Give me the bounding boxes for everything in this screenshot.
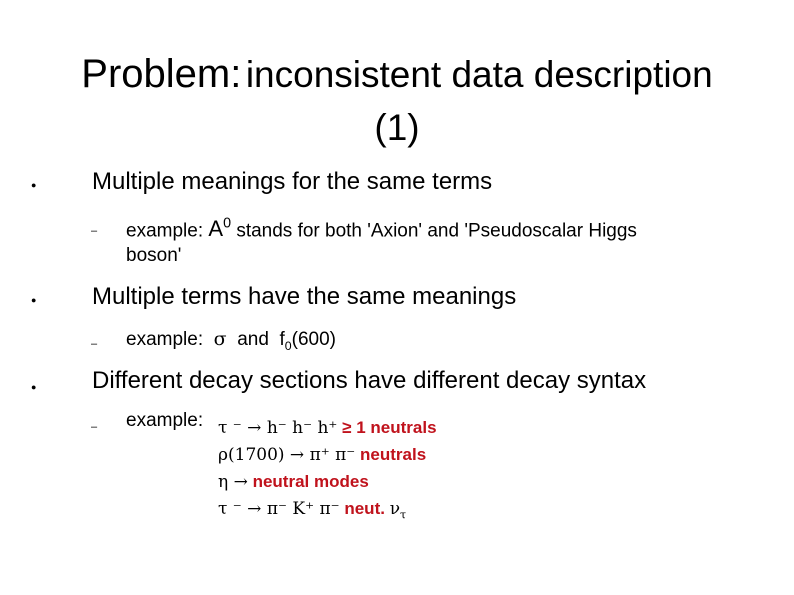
and-word: and (237, 329, 269, 350)
decay-lhs: τ ⁻ → π⁻ K⁺ π⁻ (218, 499, 340, 519)
example-line (126, 216, 637, 242)
example-text: stands for both 'Axion' and 'Pseudoscalar Higgs (236, 220, 637, 242)
slide-title (0, 52, 794, 97)
bullet-dot-icon: ● (31, 295, 37, 305)
example-label: example: (126, 410, 204, 431)
decay-neutrals: neut. (344, 499, 385, 518)
dash-icon: – (91, 225, 98, 237)
example-text-cont: boson' (126, 245, 182, 266)
example-label: example: (126, 220, 204, 242)
decay-neutrals: ≥ 1 neutrals (342, 418, 437, 437)
example-label: example: (126, 329, 204, 350)
decay-neutrals: neutrals (360, 445, 427, 464)
sigma-symbol: σ (213, 328, 227, 350)
f0-symbol: $f_0(600)$ (279, 329, 336, 353)
nu-tau-symbol: $\nu_\tau$ (389, 499, 407, 522)
decay-lhs: ρ(1700) → π⁺ π⁻ (218, 445, 356, 465)
decay-line (218, 472, 369, 492)
dash-icon: – (91, 338, 98, 350)
title-suffix: (1) (374, 107, 420, 148)
decay-line (218, 418, 437, 438)
axion-symbol: $A^0$ (208, 216, 232, 242)
decay-lhs: τ ⁻ → h⁻ h⁻ h⁺ (218, 418, 338, 438)
bullet-text: Different decay sections have different decay syntax (92, 367, 647, 394)
bullet-dot-icon: ● (31, 180, 37, 190)
decay-line (218, 445, 426, 465)
bullet-text: Multiple meanings for the same terms (92, 168, 493, 195)
decay-line (218, 499, 406, 521)
decay-lhs: η → (218, 472, 248, 492)
title-subtitle: inconsistent data description (245, 54, 713, 95)
bullet-text: Multiple terms have the same meanings (92, 283, 517, 310)
bullet-dot-icon: ● (31, 382, 37, 392)
example-line (126, 328, 336, 353)
dash-icon: – (91, 421, 98, 433)
title-main: Problem: (81, 52, 242, 96)
decay-neutrals: neutral modes (252, 472, 369, 491)
